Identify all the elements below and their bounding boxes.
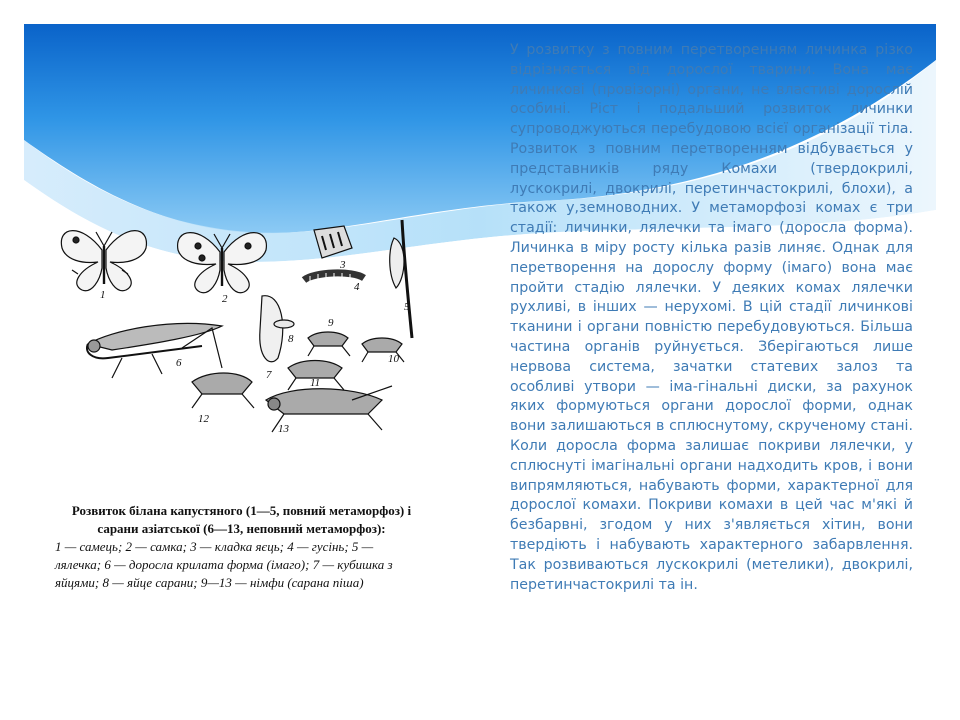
- locust-egg-icon: [274, 320, 294, 328]
- egg-cluster-icon: [314, 226, 352, 258]
- caption-title: Розвиток білана капустяного (1—5, повний метаморфоз) і сарани азіатської (6—13, неповний метаморфоз):: [71, 503, 412, 536]
- butterfly-male-icon: [61, 231, 146, 291]
- nymph-icon: [308, 332, 350, 356]
- figure-label-7: 7: [266, 369, 272, 381]
- main-text: У розвитку з повним перетворенням личинка різко відрізняється від дорослої тварини. Вона має личинкові (провізорні) органи, не властиві дорослій особині. Ріст і подальший розвиток личинки супроводжуються перебудовою всієї організації тіла. Розвиток з повним перетворенням відбувається у представників ряду Комахи (твердокрилі, лускокрилі, двокрилі, перетинчастокрилі, блохи), а також у,земноводних. У метаморфозі комах є три стадії: личинки, лялечки та імаго (доросла форма). Личинка в міру росту кілька разів линяє. Однак для перетворення на дорослу форму (імаго) вона має пройти стадію лялечки. У деяких комах лялечки рухливі, в інших — нерухомі. В цій стадії личинкові тканини і органи повністю перебудовуються. Більша частина органів руйнується. Зберігаються лише нервова система, зачатки статевих залоз та особливі утвори — іма-гінальні диски, за рахунок яких формуються органи дорослої форми, однак вони залишаються в сплюснутому, скрученому стані. Коли доросла форма залишає покриви лялечки, у сплюснуті імагінальні органи надходить кров, і вони випрямляються, набувають форми, характерної для дорослої комахи. Покриви комахи в цей час м'які й безбарвні, згодом у них з'являється хітин, вони твердіють і набувають характерного забарвлення. Так розвиваються лускокрилі (метелики), двокрилі, перетинчастокрилі та ін.: [510, 42, 913, 593]
- figure-label-9: 9: [328, 317, 334, 329]
- figure-label-4: 4: [354, 281, 360, 293]
- figure-label-8: 8: [288, 333, 294, 345]
- caption-legend: 1 — самець; 2 — самка; 3 — кладка яєць; 4 — гусінь; 5 — лялечка; 6 — доросла крилата форма (імаго); 7 — кубишка з яйцями; 8 — яйце сарани; 9—13 — німфи (сарана піша): [55, 539, 393, 590]
- figure-label-3: 3: [340, 259, 346, 271]
- figure-label-11: 11: [310, 377, 321, 389]
- figure-label-1: 1: [100, 289, 106, 301]
- butterfly-female-icon: [178, 233, 267, 293]
- figure-label-12: 12: [198, 413, 209, 425]
- metamorphosis-illustration: [52, 218, 432, 448]
- adult-locust-icon: [87, 323, 222, 378]
- figure-label-6: 6: [176, 357, 182, 369]
- figure-label-2: 2: [222, 293, 228, 305]
- figure-label-5: 5: [404, 301, 410, 313]
- figure-label-10: 10: [388, 353, 399, 365]
- figure-caption: [55, 502, 418, 592]
- egg-pod-icon: [260, 296, 283, 362]
- figure-label-13: 13: [278, 423, 289, 435]
- pupa-icon: [390, 220, 412, 338]
- nymph-icon: [192, 373, 254, 408]
